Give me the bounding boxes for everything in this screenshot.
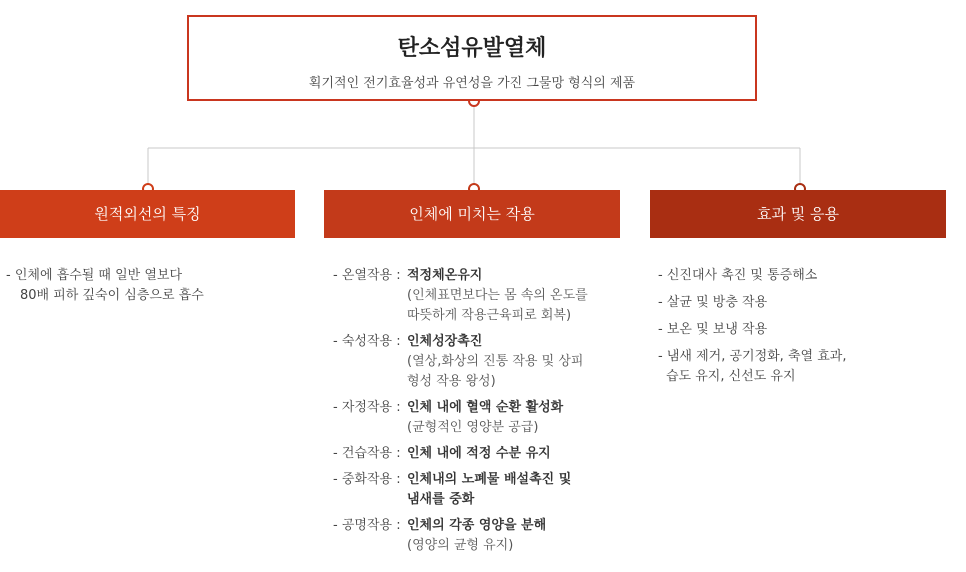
header-features: 원적외선의 특징 [0, 190, 295, 238]
application-item [658, 347, 948, 387]
effect-label: - 자정작용 : [333, 400, 401, 415]
application-text: - 살균 및 방충 작용 [658, 295, 768, 310]
effect-main-cont: 냄새를 중화 [407, 492, 475, 507]
effect-main: 인체성장촉진 [407, 334, 483, 349]
effect-main: 적정체온유지 [407, 268, 483, 283]
header-body-effects: 인체에 미치는 작용 [324, 190, 620, 238]
header-applications: 효과 및 응용 [650, 190, 946, 238]
application-text: - 냄새 제거, 공기정화, 축열 효과, [658, 349, 847, 364]
application-item [658, 320, 948, 340]
applications-column [658, 266, 948, 394]
effect-item [333, 470, 633, 510]
effect-item [333, 266, 633, 326]
effect-main: 인체 내에 혈액 순환 활성화 [407, 400, 564, 415]
effect-desc: (영양의 균형 유지) [407, 538, 514, 553]
effects-column [333, 266, 633, 562]
effect-desc: (인체표면보다는 몸 속의 온도를 [407, 288, 588, 303]
effect-item [333, 332, 633, 392]
top-node [187, 15, 757, 101]
features-line-2: 80배 피하 깊숙이 심층으로 흡수 [20, 288, 204, 303]
effect-desc: 형성 작용 왕성) [407, 374, 496, 389]
effect-label: - 숙성작용 : [333, 334, 401, 349]
application-text-cont: 습도 유지, 신선도 유지 [666, 369, 796, 384]
effect-main: 인체의 각종 영양을 분해 [407, 518, 547, 533]
effect-desc: (열상,화상의 진통 작용 및 상피 [407, 354, 584, 369]
application-text: - 보온 및 보냉 작용 [658, 322, 768, 337]
effect-label: - 공명작용 : [333, 518, 401, 533]
top-subtitle: 획기적인 전기효율성과 유연성을 가진 그물망 형식의 제품 [308, 76, 636, 91]
application-item [658, 266, 948, 286]
application-item [658, 293, 948, 313]
effect-item [333, 444, 633, 464]
top-title: 탄소섬유발열체 [397, 36, 547, 61]
effect-label: - 건습작용 : [333, 446, 401, 461]
effect-label: - 중화작용 : [333, 472, 401, 487]
effect-item [333, 516, 633, 556]
effect-label: - 온열작용 : [333, 268, 401, 283]
effect-desc: (균형적인 영양분 공급) [407, 420, 539, 435]
effect-main: 인체 내에 적정 수분 유지 [407, 446, 551, 461]
features-column [6, 266, 292, 306]
features-line-1: - 인체에 흡수될 때 일반 열보다 [6, 268, 183, 283]
effect-main: 인체내의 노폐물 배설촉진 및 [407, 472, 572, 487]
effect-desc: 따뜻하게 작용근육피로 회복) [407, 308, 572, 323]
application-text: - 신진대사 촉진 및 통증해소 [658, 268, 818, 283]
effect-item [333, 398, 633, 438]
